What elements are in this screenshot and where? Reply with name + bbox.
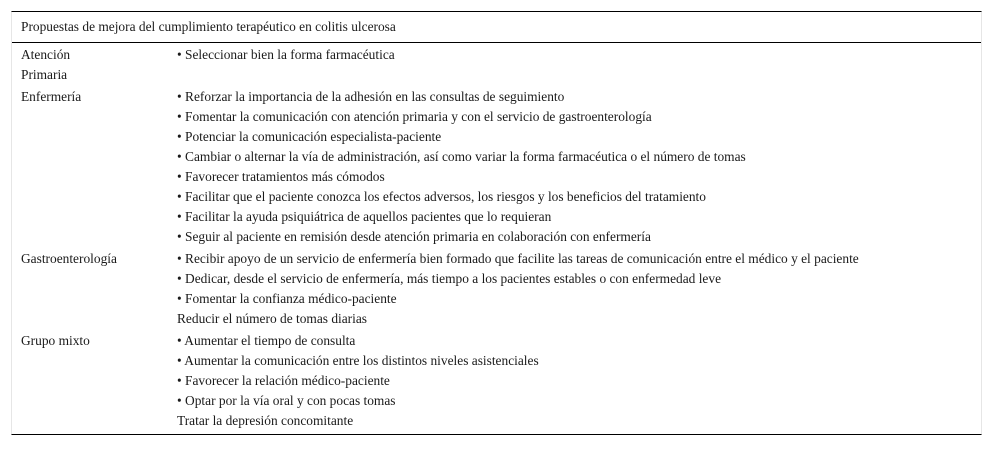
- measure-item: Reducir el número de tomas diarias: [177, 311, 368, 326]
- measures-cell: [177, 249, 981, 329]
- category-label: Grupo mixto: [21, 333, 90, 348]
- measure-item: • Facilitar la ayuda psiquiátrica de aquellos pacientes que lo requieran: [177, 209, 552, 224]
- category-cell: [12, 331, 177, 431]
- table-row-enfermeria: [12, 87, 981, 247]
- measure-item: • Dedicar, desde el servicio de enfermería, más tiempo a los pacientes estables o con enfermedad leve: [177, 271, 722, 286]
- measure-item: Tratar la depresión concomitante: [177, 413, 354, 428]
- measure-item: • Cambiar o alternar la vía de administración, así como variar la forma farmacéutica o el número de tomas: [177, 149, 746, 164]
- measures-cell: [177, 331, 981, 431]
- category-cell: [12, 87, 177, 247]
- table-row-grupo-mixto: [12, 331, 981, 431]
- measure-item: • Fomentar la comunicación con atención primaria y con el servicio de gastroenterología: [177, 109, 652, 124]
- category-label: Atención: [21, 47, 71, 62]
- category-label: Gastroenterología: [21, 251, 117, 266]
- measure-item: • Potenciar la comunicación especialista-paciente: [177, 129, 442, 144]
- measure-item: • Recibir apoyo de un servicio de enfermería bien formado que facilite las tareas de comunicación entre el médico y el paciente: [177, 251, 859, 266]
- table-title: Propuestas de mejora del cumplimiento terapéutico en colitis ulcerosa: [12, 12, 981, 43]
- category-label: Primaria: [21, 67, 68, 82]
- measures-cell: [177, 45, 981, 85]
- table-body: [12, 43, 981, 434]
- measure-item: • Fomentar la confianza médico-paciente: [177, 291, 397, 306]
- measures-cell: [177, 87, 981, 247]
- table-row-gastroenterologia: [12, 249, 981, 329]
- measure-item: • Seguir al paciente en remisión desde atención primaria en colaboración con enfermería: [177, 229, 651, 244]
- measure-item: • Favorecer tratamientos más cómodos: [177, 169, 385, 184]
- table-row-atencion-primaria: [12, 45, 981, 85]
- measure-item: • Aumentar la comunicación entre los distintos niveles asistenciales: [177, 353, 539, 368]
- measure-item: • Reforzar la importancia de la adhesión en las consultas de seguimiento: [177, 89, 565, 104]
- measure-item: • Facilitar que el paciente conozca los efectos adversos, los riesgos y los beneficios del tratamiento: [177, 189, 706, 204]
- measure-item: • Aumentar el tiempo de consulta: [177, 333, 356, 348]
- measure-item: • Optar por la vía oral y con pocas tomas: [177, 393, 396, 408]
- measures-table: [11, 11, 982, 435]
- category-cell: [12, 249, 177, 329]
- measure-item: • Favorecer la relación médico-paciente: [177, 373, 390, 388]
- category-label: Enfermería: [21, 89, 82, 104]
- measure-item: • Seleccionar bien la forma farmacéutica: [177, 47, 395, 62]
- category-cell: [12, 45, 177, 85]
